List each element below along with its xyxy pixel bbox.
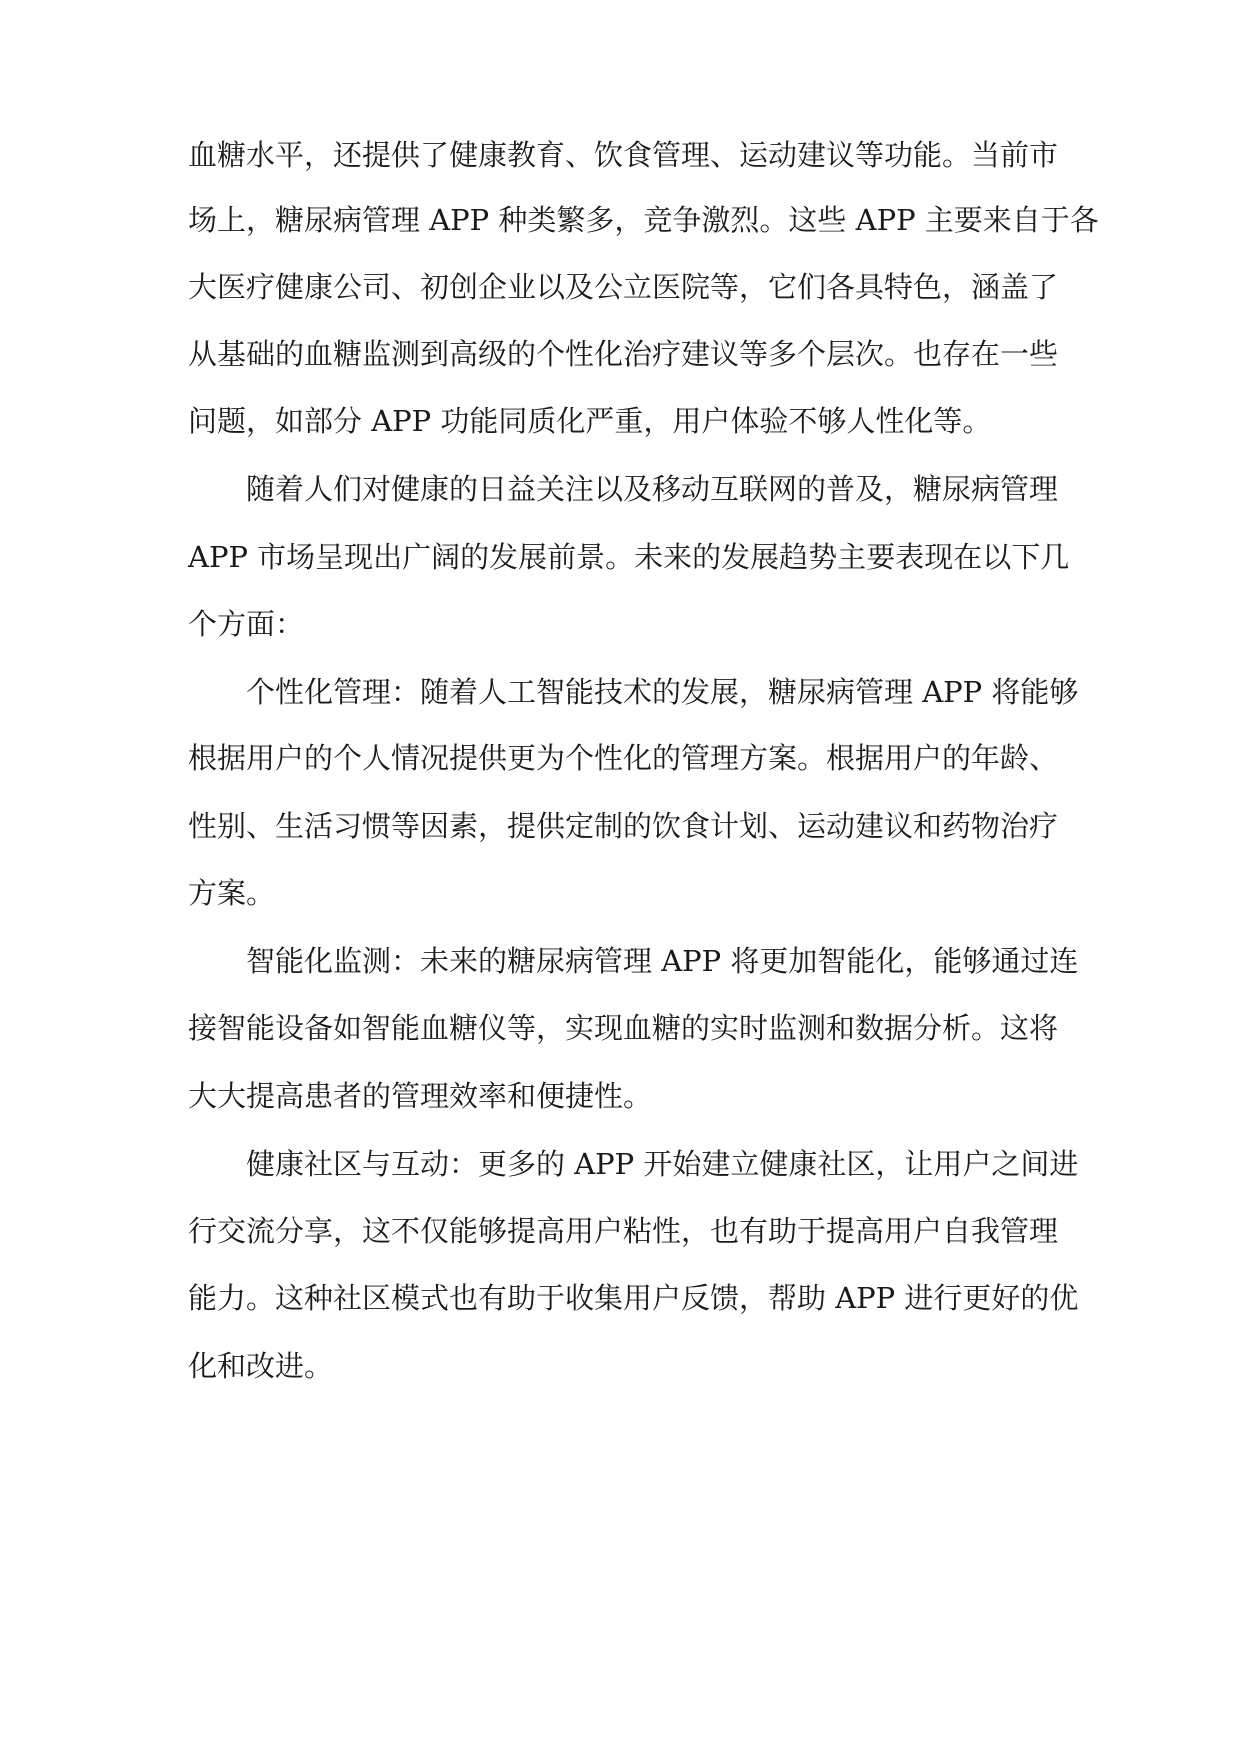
text-line: 性别、生活习惯等因素，提供定制的饮食计划、运动建议和药物治疗: [188, 809, 1059, 843]
text-line: 能力。这种社区模式也有助于收集用户反馈，帮助 APP 进行更好的优: [188, 1281, 1079, 1315]
text-line: 个方面：: [188, 607, 305, 641]
paragraph-first-line: 个性化管理：随着人工智能技术的发展，糖尿病管理 APP 将能够: [246, 675, 1079, 709]
text-line: APP 市场呈现出广阔的发展前景。未来的发展趋势主要表现在以下几: [188, 540, 1070, 574]
text-line: 场上，糖尿病管理 APP 种类繁多，竞争激烈。这些 APP 主要来自于各: [188, 203, 1099, 237]
text-line: 从基础的血糖监测到高级的个性化治疗建议等多个层次。也存在一些: [188, 337, 1059, 371]
paragraph-first-line: 随着人们对健康的日益关注以及移动互联网的普及，糖尿病管理: [246, 472, 1059, 506]
text-line: 接智能设备如智能血糖仪等，实现血糖的实时监测和数据分析。这将: [188, 1011, 1059, 1045]
paragraph-first-line: 健康社区与互动：更多的 APP 开始建立健康社区，让用户之间进: [246, 1147, 1079, 1181]
text-line: 问题，如部分 APP 功能同质化严重，用户体验不够人性化等。: [188, 404, 992, 438]
paragraph-first-line: 智能化监测：未来的糖尿病管理 APP 将更加智能化，能够通过连: [246, 944, 1079, 978]
text-line: 血糖水平，还提供了健康教育、饮食管理、运动建议等功能。当前市: [188, 138, 1059, 172]
text-line: 根据用户的个人情况提供更为个性化的管理方案。根据用户的年龄、: [188, 741, 1059, 775]
text-line: 大医疗健康公司、初创企业以及公立医院等，它们各具特色，涵盖了: [188, 270, 1059, 304]
text-line: 方案。: [188, 876, 276, 910]
text-line: 大大提高患者的管理效率和便捷性。: [188, 1079, 653, 1113]
text-line: 行交流分享，这不仅能够提高用户粘性，也有助于提高用户自我管理: [188, 1214, 1059, 1248]
text-line: 化和改进。: [188, 1349, 334, 1383]
